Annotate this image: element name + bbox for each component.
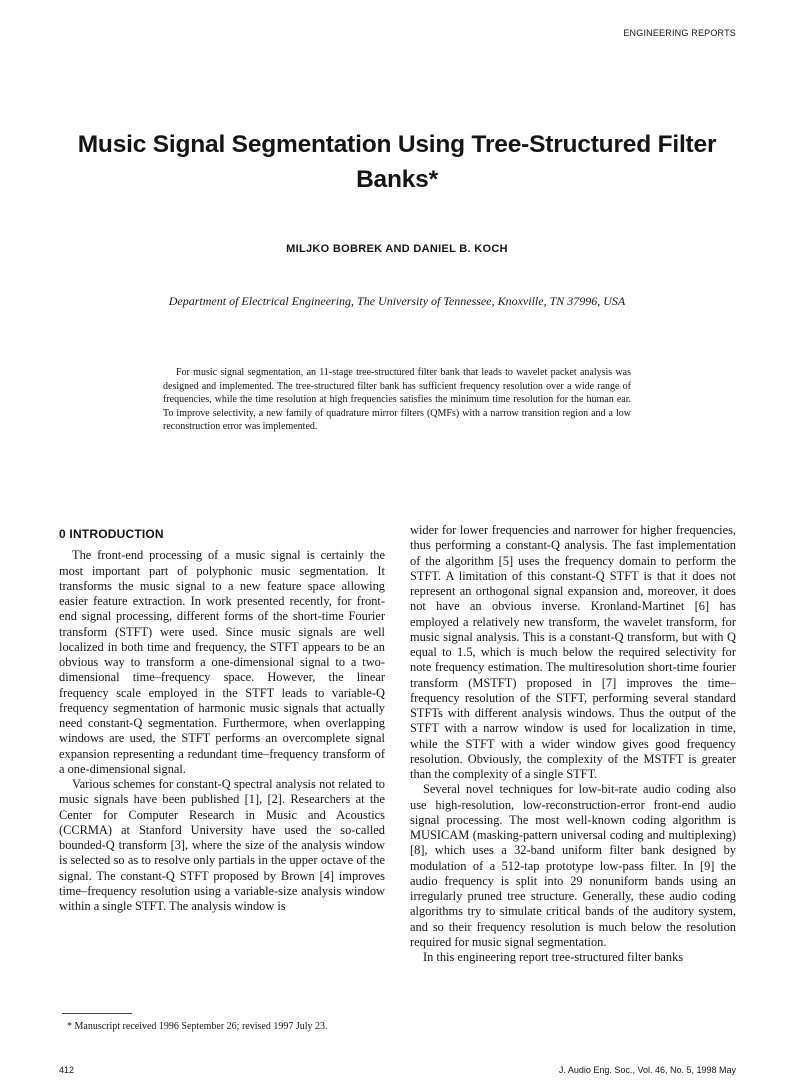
- body-paragraph: In this engineering report tree-structured filter banks: [423, 950, 684, 964]
- right-column: [410, 523, 736, 965]
- affiliation: Department of Electrical Engineering, The University of Tennessee, Knoxville, TN 37996, USA: [168, 294, 626, 308]
- page-number: 412: [59, 1065, 75, 1075]
- body-paragraph: Several novel techniques for low-bit-rate audio coding also use high-resolution, low-reconstruction-error front-end audio signal processing. The most well-known coding algorithm is MUSICAM (masking-pattern universal coding and multiplexing) [8], which uses a 32-band uniform filter bank designed by modulation of a 512-tap prototype low-pass filter. In [9] the audio frequency is split into 29 nonuniform bands using an irregularly pruned tree structure. Generally, these audio coding algorithms try to simulate critical bands of the auditory system, and so their frequency resolution is much below the resolution required for music signal segmentation.: [410, 782, 736, 949]
- journal-reference: J. Audio Eng. Soc., Vol. 46, No. 5, 1998 May: [558, 1065, 736, 1075]
- paper-title: Music Signal Segmentation Using Tree-Structured Filter Banks*: [77, 131, 717, 193]
- abstract: For music signal segmentation, an 11-stage tree-structured filter bank that leads to wavelet packet analysis was designed and implemented. The tree-structured filter bank has sufficient frequency resolution over a wide range of frequencies, while the time resolution at high frequencies satisfies the minimum time resolution for the human ear. To improve selectivity, a new family of quadrature mirror filters (QMFs) with a narrow transition region and a low reconstruction error was implemented.: [163, 367, 631, 432]
- author-list: MILJKO BOBREK AND DANIEL B. KOCH: [286, 243, 508, 255]
- section-heading: 0 INTRODUCTION: [59, 527, 164, 541]
- body-paragraph: The front-end processing of a music signal is certainly the most important part of polyphonic music segmentation. It transforms the music signal to a new feature space allowing easier feature extraction. In work presented recently, for front-end signal processing, different forms of the short-time Fourier transform (STFT) were used. Since music signals are well localized in both time and frequency, the STFT appears to be an obvious way to transform a one-dimensional signal to a two-dimensional time–frequency space. However, the linear frequency scale employed in the STFT leads to variable-Q frequency segmentation of harmonic music signals that actually need constant-Q segmentation. Furthermore, when overlapping windows are used, the STFT performs an overcomplete signal expansion representing a redundant time–frequency transform of a one-dimensional signal.: [59, 548, 385, 776]
- body-paragraph: wider for lower frequencies and narrower for higher frequencies, thus performing a constant-Q analysis. The fast implementation of the algorithm [5] uses the frequency domain to perform the STFT. A limitation of this constant-Q STFT is that it does not represent an orthogonal signal expansion and, moreover, it does not have an obvious inverse. Kronland-Martinet [6] has employed a relatively new transform, the wavelet transform, for music signal analysis. This is a constant-Q transform, but with Q equal to 1.5, which is much below the required selectivity for note frequency estimation. The multiresolution short-time fourier transform (MSTFT) proposed in [7] improves the time–frequency resolution of the STFT, performing several standard STFTs with different analysis windows. Thus the output of the STFT with a narrow window is used for localization in time, while the STFT with a wider window gives good frequency resolution. Obviously, the complexity of the MSTFT is greater than the complexity of a single STFT.: [410, 523, 736, 781]
- footnote-rule: [62, 1013, 132, 1014]
- footnote: * Manuscript received 1996 September 26; revised 1997 July 23.: [67, 1021, 328, 1032]
- left-column: [59, 523, 385, 914]
- running-head: ENGINEERING REPORTS: [623, 28, 736, 38]
- body-paragraph: Various schemes for constant-Q spectral analysis not related to music signals have been published [1], [2]. Researchers at the Center for Computer Research in Music and Acoustics (CCRMA) at Stanford University have used the so-called bounded-Q transform [3], where the size of the analysis window is selected so as to resolve only partials in the upper octave of the signal. The constant-Q STFT proposed by Brown [4] improves time–frequency resolution using a variable-size analysis window within a single STFT. The analysis window is: [59, 777, 385, 913]
